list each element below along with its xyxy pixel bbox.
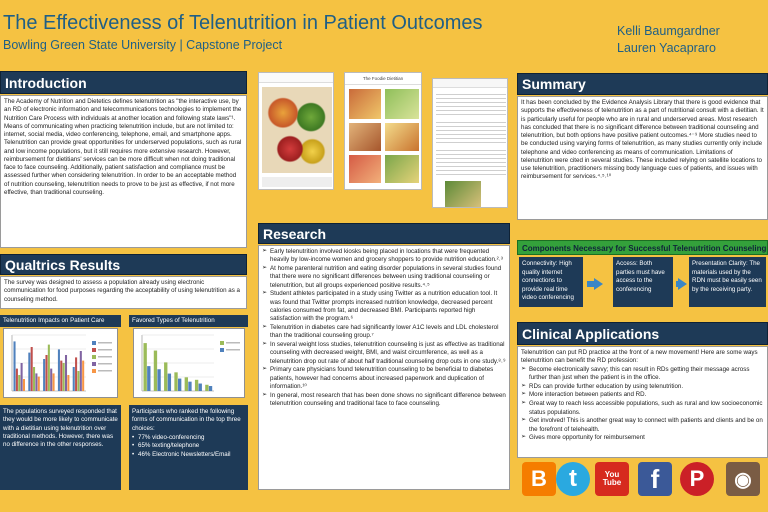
favored-text: Participants who ranked the following forms of communication in the top three choices: <box>132 408 241 432</box>
bar <box>35 373 37 391</box>
bar <box>174 372 177 391</box>
research-item: ➢ In general, most research that has been done shows no significant difference between telenutrition counseling and traditional face to face counseling. <box>262 392 506 409</box>
favored-item: • 46% Electronic Newsletters/Email <box>132 451 245 459</box>
impacts-panel <box>0 405 121 490</box>
bar <box>195 380 198 391</box>
bar <box>178 379 181 391</box>
research-list <box>262 248 506 408</box>
poster-subtitle: Bowling Green State University | Capstone Project <box>3 38 283 52</box>
qualtrics-text: The survey was designed to assess a population already using electronic communication for food purposes regarding the acceptability of using telenutrition as a counseling method. <box>4 279 240 303</box>
bar <box>168 374 171 391</box>
bar <box>82 361 84 391</box>
legend-text <box>98 342 112 344</box>
twitter-icon: t <box>556 462 590 496</box>
impacts-bar-chart <box>4 329 119 399</box>
favored-item: • 77% video-conferencing <box>132 434 245 442</box>
recipe-photo <box>385 89 419 119</box>
clinical-item: ➢ More interaction between patients and RD. <box>521 391 764 399</box>
recipe-photo <box>349 123 381 151</box>
recipe-photo <box>385 123 419 151</box>
clinical-item: ➢ RDs can provide further education by using telenutrition. <box>521 383 764 391</box>
food-photo <box>262 87 332 173</box>
bar <box>31 347 33 391</box>
component-access: Access: Both parties must have access to the conferencing <box>613 257 673 307</box>
summary-heading: Summary <box>517 73 768 95</box>
bar <box>205 385 208 391</box>
bar <box>209 386 212 391</box>
instagram-icon: ◉ <box>726 462 760 496</box>
arrow-right-icon <box>594 278 603 290</box>
bar <box>45 355 47 391</box>
bar <box>73 367 75 391</box>
legend-text <box>98 363 112 365</box>
pinterest-icon: P <box>680 462 714 496</box>
author-name: Lauren Yacapraro <box>617 41 716 55</box>
blogger-icon: B <box>522 462 556 496</box>
favored-item: • 65% texting/telephone <box>132 442 245 450</box>
poster-title: The Effectiveness of Telenutrition in Patient Outcomes <box>3 12 483 34</box>
clinical-list <box>521 366 764 443</box>
legend-swatch <box>92 341 96 345</box>
author-name: Kelli Baumgardner <box>617 24 720 38</box>
components-heading: Components Necessary for Successful Telenutrition Counseling <box>517 240 768 255</box>
bar <box>157 369 160 391</box>
arrow-right-icon <box>678 278 687 290</box>
bar <box>67 375 69 391</box>
legend-text <box>226 342 240 344</box>
legend-swatch <box>220 348 224 352</box>
twitter-feed-screenshot <box>432 78 508 208</box>
tweet-text <box>436 91 506 115</box>
bar <box>16 369 18 391</box>
tweet-photo <box>445 181 481 207</box>
legend-swatch <box>220 341 224 345</box>
summary-text: It has been concluded by the Evidence Analysis Library that there is good evidence that supports the effectiveness of telenutrition as a part of nutritional consult with a dietitian. It is particularly useful for people who are in rural and underserved areas. Most research has concluded that there is no significant difference between traditional counseling and telenutrition, but both options have positive patient outcomes.⁴⁻⁹ More studies need to be conducted using varying forms of telenutrition, as many studies currently only include telephone and video conferencing as means of communication. Limitations of telenutrition were cited in several studies. These included relying on satellite locations to use telenutrition, practitioners missing body language cues of patients, and issues with reimbursement for services.⁴˒⁵˒¹⁰ <box>521 99 764 181</box>
youtube-icon: You Tube <box>595 462 629 496</box>
introduction-text: The Academy of Nutrition and Dietetics defines telenutrition as "the interactive use, by an RD of electronic information and telecommunications technologies to implement the Nutrition Care Process with individuals at another location and following state laws"¹. Means of communicating when practicing telenutrition include, but are not limited to: internet, social media, video conferencing, telephone, email, and smartphone apps. Telenutrition can provide great opportunities for underserved populations, such as rural and low income populations, but it still requires more extensive research. However, reimbursement for dietitians' services can be more difficult when not doing traditional face to face counseling. Additionally, patient satisfaction and compliance must be assessed further when considering telenutrition. In order to be an acceptable method of nutrition counseling, telenutrition needs to prove to be just as effective, if not more effective, than traditional counseling. <box>4 98 242 196</box>
telenutrition-app-screenshots <box>258 72 510 215</box>
bar <box>18 375 20 391</box>
legend-swatch <box>92 348 96 352</box>
clinical-item: ➢ Get involved! This is another great way to connect with patients and clients and be on the forefront of telehealth. <box>521 417 764 434</box>
favored-list <box>132 434 245 459</box>
instagram-post-screenshot <box>258 72 334 190</box>
impacts-chart-heading: Telenutrition Impacts on Patient Care <box>0 315 121 327</box>
bar <box>43 359 45 391</box>
legend-text <box>98 349 112 351</box>
favored-chart <box>133 328 245 398</box>
favored-panel <box>129 405 248 490</box>
bar <box>38 377 40 391</box>
research-item: ➢ Early telenutrition involved kiosks being placed in locations that were frequented heavily by low-income women and grocery shoppers to provide nutrition education.²˒³ <box>262 248 506 265</box>
legend-swatch <box>92 355 96 359</box>
bar <box>199 384 202 391</box>
clinical-item: ➢ Great way to reach less accessible populations, such as rural and low socioeconomic status populations. <box>521 400 764 417</box>
bar <box>164 362 167 391</box>
research-item: ➢ Telenutrition in diabetes care had significantly lower A1C levels and LDL cholesterol than the traditional counseling group.⁷ <box>262 324 506 341</box>
favored-bar-chart <box>134 329 246 399</box>
bar <box>14 341 16 391</box>
bar <box>60 361 62 391</box>
recipe-photo <box>349 155 381 183</box>
blog-screenshot <box>344 72 422 190</box>
bar <box>48 345 50 391</box>
summary-body <box>517 96 768 220</box>
research-heading: Research <box>258 223 510 244</box>
favored-chart-heading: Favored Types of Telenutrition <box>129 315 248 327</box>
legend-text <box>226 349 240 351</box>
research-item: ➢ At home parenteral nutrition and eating disorder populations in several studies found that there were no significant differences between using traditional counseling or telenutrition, but all groups experienced positive results.⁴˒⁵ <box>262 265 506 290</box>
tweet-text <box>436 147 506 177</box>
introduction-heading: Introduction <box>0 71 247 94</box>
research-item: ➢ Student athletes participated in a study using Twitter as a nutrition education tool. It was found that Twitter prompts increased nutrition knowledge, decreased percent calories consumed from fat, and decreased BMI. Participants reported high satisfaction with the program.⁶ <box>262 290 506 323</box>
blog-title: The Foodie Dietitian <box>345 73 421 85</box>
qualtrics-body <box>0 276 247 309</box>
bar <box>50 369 52 391</box>
bar <box>147 366 150 391</box>
bar <box>188 382 191 391</box>
facebook-icon: f <box>638 462 672 496</box>
research-body <box>258 245 510 490</box>
bar <box>53 373 55 391</box>
legend-text <box>98 370 112 372</box>
bar <box>23 379 25 391</box>
research-item: ➢ Primary care physicians found telenutrition counseling to be beneficial to diabetes patients, however had concerns about increased paperwork and duplication of information.¹⁰ <box>262 366 506 391</box>
qualtrics-heading: Qualtrics Results <box>0 254 247 275</box>
clinical-body <box>517 346 768 458</box>
arrow-shaft <box>587 281 594 287</box>
bar <box>80 351 82 391</box>
legend-swatch <box>92 362 96 366</box>
impacts-text: The populations surveyed responded that they would be more likely to communicate with a dietitian using telenutrition over traditional methods. However, there was no difference in the other responses. <box>3 408 118 449</box>
research-item: ➢ In several weight loss studies, telenutrition counseling is just as effective as traditional counseling with decreased weight, BMI, and waist circumference, as well as a telenutrition drop out rate of about half traditional counseling drop outs in one study.⁸˒⁹ <box>262 341 506 366</box>
introduction-body <box>0 95 247 248</box>
recipe-photo <box>385 155 419 183</box>
bar <box>21 363 23 391</box>
clinical-intro: Telenutrition can put RD practice at the front of a new movement! Here are some ways telenutrition can benefit the RD profession: <box>521 349 758 365</box>
legend-text <box>98 356 112 358</box>
bar <box>75 357 77 391</box>
bar <box>58 349 60 391</box>
impacts-chart <box>3 328 118 398</box>
bar <box>33 367 35 391</box>
bar <box>28 353 30 391</box>
bar <box>185 377 188 391</box>
component-connectivity: Connectivity: High quality internet connections to provide real time video conferencing <box>519 257 583 307</box>
clinical-item: ➢ Gives more opportunity for reimbursement <box>521 434 764 442</box>
bar <box>63 363 65 391</box>
recipe-photo <box>349 89 381 119</box>
bar <box>144 343 147 391</box>
legend-swatch <box>92 369 96 373</box>
bar <box>65 355 67 391</box>
clinical-heading: Clinical Applications <box>517 322 768 345</box>
bar <box>77 371 79 391</box>
clinical-item: ➢ Become electronically savvy; this can result in RDs getting their message across further than just when the patient is in the office. <box>521 366 764 383</box>
tweet-text <box>436 119 506 143</box>
component-presentation-clarity: Presentation Clarity: The materials used by the RDN must be easily seen by the receiving party. <box>689 257 766 307</box>
bar <box>154 351 157 391</box>
